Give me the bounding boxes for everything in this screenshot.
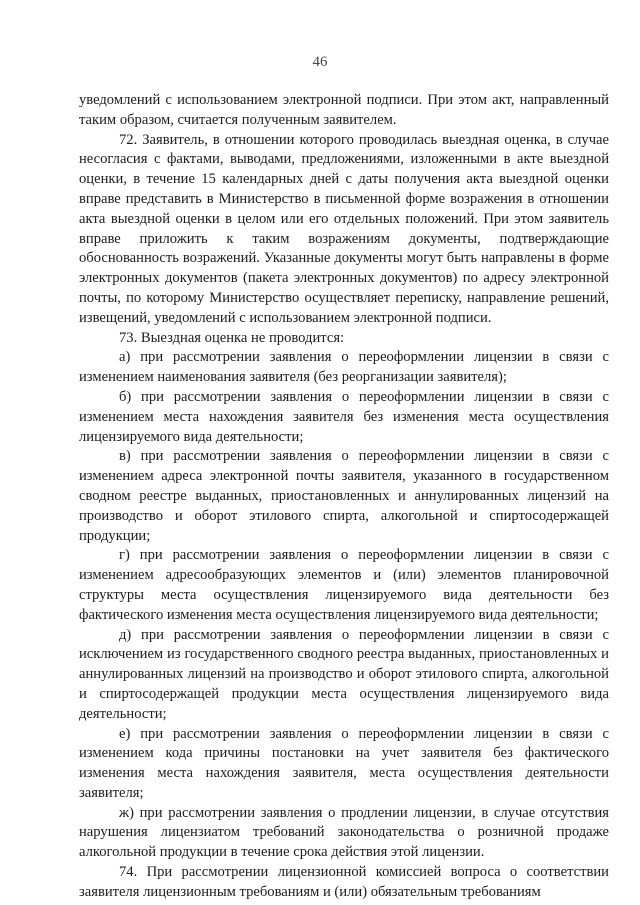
paragraph-73: 73. Выездная оценка не проводится: bbox=[119, 329, 345, 346]
list-item-zh: ж) при рассмотрении заявления о продлении лицензии, в случае отсутствия нарушения лицензиатом требований законодательства о розничной продаже алкогольной продукции в течение срока действия этой лицензии. bbox=[79, 804, 609, 861]
page-body bbox=[79, 91, 609, 903]
list-item-e: е) при рассмотрении заявления о переоформлении лицензии в связи с изменением кода причины постановки на учет заявителя без фактического изменения места нахождения заявителя, места осуществления деятельности заявителя; bbox=[79, 725, 609, 801]
list-item-a: а) при рассмотрении заявления о переоформлении лицензии в связи с изменением наименования заявителя (без реорганизации заявителя); bbox=[79, 349, 609, 386]
paragraph-72: 72. Заявитель, в отношении которого проводилась выездная оценка, в случае несогласия с фактами, выводами, предложениями, изложенными в акте выездной оценки, в течение 15 календарных дней с даты получения акта выездной оценки вправе представить в Министерство в письменной форме возражения в отношении акта выездной оценки в целом или его отдельных положений. При этом заявитель вправе приложить к таким возражениям документы, подтверждающие обоснованность возражений. Указанные документы могут быть направлены в форме электронных документов (пакета электронных документов) по адресу электронной почты, по которому Министерство осуществляет переписку, направление решений, извещений, уведомлений с использованием электронной подписи. bbox=[79, 131, 609, 326]
list-item-g: г) при рассмотрении заявления о переоформлении лицензии в связи с изменением адресообразующих элементов и (или) элементов планировочной структуры места осуществления лицензируемого вида деятельности без фактического изменения места осуществления лицензируемого вида деятельности; bbox=[79, 547, 609, 623]
list-item-d: д) при рассмотрении заявления о переоформлении лицензии в связи с исключением из государственного сводного реестра выданных, приостановленных и аннулированных лицензий на производство и оборот этилового спирта, алкогольной и спиртосодержащей продукции места осуществления лицензируемого вида деятельности; bbox=[79, 626, 609, 722]
paragraph-74: 74. При рассмотрении лицензионной комиссией вопроса о соответствии заявителя лицензионным требованиям и (или) обязательным требованиям bbox=[79, 864, 609, 900]
page-number: 46 bbox=[312, 54, 328, 70]
paragraph-continuation: уведомлений с использованием электронной подписи. При этом акт, направленный таким образом, считается полученным заявителем. bbox=[79, 92, 609, 128]
list-item-b: б) при рассмотрении заявления о переоформлении лицензии в связи с изменением места нахождения заявителя без изменения места осуществления лицензируемого вида деятельности; bbox=[79, 388, 609, 445]
list-item-v: в) при рассмотрении заявления о переоформлении лицензии в связи с изменением адреса электронной почты заявителя, указанного в государственном сводном реестре выданных, приостановленных и аннулированных лицензий на производство и оборот этилового спирта, алкогольной и спиртосодержащей продукции; bbox=[79, 448, 609, 544]
